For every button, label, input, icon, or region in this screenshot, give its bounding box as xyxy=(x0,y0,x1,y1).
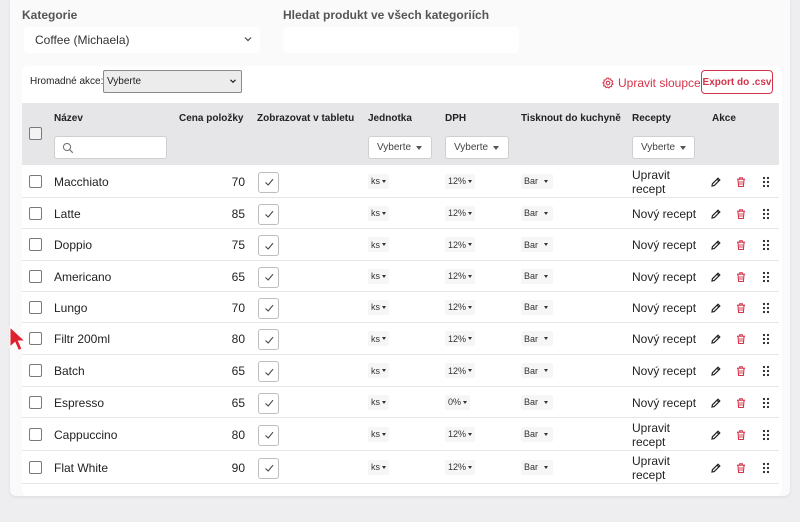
category-label: Kategorie xyxy=(22,8,78,22)
caret-down-icon xyxy=(416,146,422,150)
kitchen-printer-select[interactable] xyxy=(521,395,553,410)
product-name: Doppio xyxy=(54,238,93,252)
caret-down-icon xyxy=(468,275,472,278)
unit-value: ks xyxy=(371,302,380,312)
recipe-link[interactable]: Nový recept xyxy=(632,238,697,252)
table-row xyxy=(22,229,779,261)
unit-value: ks xyxy=(371,208,380,218)
export-csv-button[interactable]: Export do .csv xyxy=(701,70,773,94)
column-header-tablet[interactable]: Zobrazovat v tabletu xyxy=(257,113,355,124)
checkmark-icon xyxy=(263,176,275,188)
column-header-kitchen[interactable]: Tisknout do kuchyně xyxy=(521,113,621,124)
unit-select[interactable] xyxy=(368,300,389,315)
chevron-down-icon xyxy=(228,76,238,86)
vat-filter-value: Vyberte xyxy=(454,142,489,153)
vat-select[interactable] xyxy=(445,269,475,284)
caret-down-icon xyxy=(382,369,386,372)
caret-down-icon xyxy=(468,466,472,469)
trash-icon[interactable] xyxy=(735,208,747,220)
caret-down-icon xyxy=(544,401,548,404)
caret-down-icon xyxy=(382,275,386,278)
pencil-icon[interactable] xyxy=(710,271,722,283)
recipe-link[interactable]: Nový recept xyxy=(632,332,697,346)
caret-down-icon xyxy=(680,146,686,150)
show-in-tablet-checkbox[interactable] xyxy=(258,361,279,382)
caret-down-icon xyxy=(382,466,386,469)
drag-handle-icon[interactable] xyxy=(760,176,772,188)
kitchen-printer-select[interactable] xyxy=(521,237,553,252)
category-select[interactable] xyxy=(24,27,260,53)
table-row xyxy=(22,451,779,484)
checkmark-icon xyxy=(263,271,275,283)
bulk-actions-select[interactable] xyxy=(103,70,242,93)
product-name: Flat White xyxy=(54,460,109,475)
recipe-link[interactable]: Nový recept xyxy=(632,206,697,221)
product-price: 80 xyxy=(231,332,245,346)
table-row xyxy=(22,355,779,387)
product-price: 65 xyxy=(231,364,245,378)
vat-select[interactable] xyxy=(445,427,475,442)
pencil-icon[interactable] xyxy=(710,429,722,441)
caret-down-icon xyxy=(382,401,386,404)
drag-handle-icon[interactable] xyxy=(760,208,772,220)
caret-down-icon xyxy=(468,212,472,215)
caret-down-icon xyxy=(544,306,548,309)
column-header-price[interactable]: Cena položky xyxy=(179,113,244,124)
vat-select[interactable] xyxy=(445,331,475,346)
trash-icon[interactable] xyxy=(735,302,747,314)
product-price: 75 xyxy=(231,238,245,252)
kitchen-printer-select[interactable] xyxy=(521,300,553,315)
vat-value: 12% xyxy=(448,239,467,250)
caret-down-icon xyxy=(544,243,548,246)
kitchen-value: Bar xyxy=(524,462,539,472)
trash-icon[interactable] xyxy=(735,365,747,377)
row-checkbox[interactable] xyxy=(29,428,42,441)
product-price: 65 xyxy=(231,395,245,410)
row-checkbox[interactable] xyxy=(29,238,42,251)
product-name: Batch xyxy=(54,364,85,378)
unit-filter-select[interactable] xyxy=(368,136,432,159)
kitchen-printer-select[interactable] xyxy=(521,269,553,284)
product-price: 80 xyxy=(231,427,245,442)
name-filter-input[interactable] xyxy=(54,136,167,159)
pencil-icon[interactable] xyxy=(710,239,722,251)
unit-select[interactable] xyxy=(368,363,389,378)
kitchen-printer-select[interactable] xyxy=(521,331,553,346)
caret-down-icon xyxy=(382,243,386,246)
pencil-icon[interactable] xyxy=(710,397,722,409)
select-all-checkbox[interactable] xyxy=(29,127,42,140)
unit-value: ks xyxy=(371,429,380,439)
show-in-tablet-checkbox[interactable] xyxy=(258,425,279,446)
checkmark-icon xyxy=(263,462,275,474)
kitchen-value: Bar xyxy=(524,397,539,407)
trash-icon[interactable] xyxy=(735,271,747,283)
show-in-tablet-checkbox[interactable] xyxy=(258,204,279,225)
checkmark-icon xyxy=(263,208,275,220)
caret-down-icon xyxy=(468,369,472,372)
checkmark-icon xyxy=(263,334,275,346)
product-name: Lungo xyxy=(54,300,88,315)
pencil-icon[interactable] xyxy=(710,333,722,345)
show-in-tablet-checkbox[interactable] xyxy=(258,329,279,350)
caret-down-icon xyxy=(544,466,548,469)
drag-handle-icon[interactable] xyxy=(760,462,772,474)
table-row xyxy=(22,387,779,418)
trash-icon[interactable] xyxy=(735,333,747,345)
mouse-cursor-icon xyxy=(9,326,27,352)
search-icon xyxy=(62,142,74,154)
recipe-link[interactable]: Nový recept xyxy=(632,395,697,410)
caret-down-icon xyxy=(468,337,472,340)
caret-down-icon xyxy=(463,401,467,404)
recipes-filter-value: Vyberte xyxy=(641,142,676,153)
recipe-link[interactable]: Upravit recept xyxy=(632,420,671,449)
row-checkbox[interactable] xyxy=(29,270,42,283)
row-checkbox[interactable] xyxy=(29,175,42,188)
unit-value: ks xyxy=(371,397,380,407)
drag-handle-icon[interactable] xyxy=(760,397,772,409)
vat-select[interactable] xyxy=(445,174,475,189)
kitchen-value: Bar xyxy=(524,302,539,312)
edit-columns-label: Upravit sloupce xyxy=(618,76,701,90)
bulk-actions-value: Vyberte xyxy=(107,76,142,87)
vat-value: 12% xyxy=(448,208,467,218)
unit-select[interactable] xyxy=(368,269,389,284)
checkmark-icon xyxy=(263,366,275,378)
caret-down-icon xyxy=(468,306,472,309)
caret-down-icon xyxy=(382,306,386,309)
row-checkbox[interactable] xyxy=(29,301,42,314)
caret-down-icon xyxy=(468,243,472,246)
show-in-tablet-checkbox[interactable] xyxy=(258,393,279,414)
product-price: 65 xyxy=(231,269,245,284)
unit-select[interactable] xyxy=(368,395,389,410)
product-name: Americano xyxy=(54,269,112,284)
caret-down-icon xyxy=(382,433,386,436)
vat-value: 12% xyxy=(448,429,467,439)
kitchen-value: Bar xyxy=(524,429,539,439)
drag-handle-icon[interactable] xyxy=(760,429,772,441)
pencil-icon[interactable] xyxy=(710,176,722,188)
product-name: Espresso xyxy=(54,395,105,410)
vat-value: 12% xyxy=(448,462,467,472)
recipe-link[interactable]: Upravit recept xyxy=(632,167,671,196)
drag-handle-icon[interactable] xyxy=(760,271,772,283)
category-value: Coffee (Michaela) xyxy=(35,33,130,47)
vat-select[interactable] xyxy=(445,300,475,315)
checkmark-icon xyxy=(263,397,275,409)
drag-handle-icon[interactable] xyxy=(760,333,772,345)
recipe-link[interactable]: Nový recept xyxy=(632,364,697,378)
vat-select[interactable] xyxy=(445,363,475,378)
unit-select[interactable] xyxy=(368,427,389,442)
chevron-down-icon xyxy=(242,33,254,45)
show-in-tablet-checkbox[interactable] xyxy=(258,235,279,256)
caret-down-icon xyxy=(382,337,386,340)
unit-value: ks xyxy=(371,239,380,250)
product-price: 70 xyxy=(231,300,245,315)
pencil-icon[interactable] xyxy=(710,302,722,314)
caret-down-icon xyxy=(493,146,499,150)
row-checkbox[interactable] xyxy=(29,332,42,345)
caret-down-icon xyxy=(544,180,548,183)
bulk-actions-label: Hromadné akce: xyxy=(30,76,104,87)
row-checkbox[interactable] xyxy=(29,396,42,409)
product-price: 70 xyxy=(231,174,245,189)
caret-down-icon xyxy=(468,180,472,183)
product-price: 90 xyxy=(231,460,245,475)
drag-handle-icon[interactable] xyxy=(760,302,772,314)
table-row xyxy=(22,292,779,323)
vat-select[interactable] xyxy=(445,395,470,410)
show-in-tablet-checkbox[interactable] xyxy=(258,172,279,193)
kitchen-printer-select[interactable] xyxy=(521,427,553,442)
vat-value: 0% xyxy=(448,397,462,407)
gear-icon xyxy=(602,77,614,89)
vat-select[interactable] xyxy=(445,460,475,475)
caret-down-icon xyxy=(544,337,548,340)
row-checkbox[interactable] xyxy=(29,364,42,377)
vat-value: 12% xyxy=(448,271,467,281)
product-name: Filtr 200ml xyxy=(54,332,111,346)
kitchen-value: Bar xyxy=(524,365,539,376)
table-row xyxy=(22,323,779,355)
unit-value: ks xyxy=(371,271,380,281)
table-row xyxy=(22,418,779,451)
unit-select[interactable] xyxy=(368,331,389,346)
kitchen-value: Bar xyxy=(524,333,539,344)
trash-icon[interactable] xyxy=(735,397,747,409)
checkmark-icon xyxy=(263,240,275,252)
vat-select[interactable] xyxy=(445,237,475,252)
product-name: Macchiato xyxy=(54,174,109,189)
caret-down-icon xyxy=(382,212,386,215)
unit-value: ks xyxy=(371,365,380,376)
table-row xyxy=(22,261,779,292)
kitchen-value: Bar xyxy=(524,208,539,218)
trash-icon[interactable] xyxy=(735,239,747,251)
kitchen-value: Bar xyxy=(524,271,539,281)
search-all-label: Hledat produkt ve všech kategoriích xyxy=(283,8,490,22)
product-name: Cappuccino xyxy=(54,427,118,442)
unit-value: ks xyxy=(371,176,380,186)
vat-select[interactable] xyxy=(445,206,475,221)
column-header-name[interactable]: Název xyxy=(54,113,83,124)
kitchen-printer-select[interactable] xyxy=(521,460,553,475)
show-in-tablet-checkbox[interactable] xyxy=(258,267,279,288)
vat-value: 12% xyxy=(448,365,467,376)
unit-select[interactable] xyxy=(368,174,389,189)
caret-down-icon xyxy=(544,212,548,215)
show-in-tablet-checkbox[interactable] xyxy=(258,298,279,319)
drag-handle-icon[interactable] xyxy=(760,365,772,377)
column-header-recipes[interactable]: Recepty xyxy=(632,113,671,124)
drag-handle-icon[interactable] xyxy=(760,239,772,251)
kitchen-value: Bar xyxy=(524,176,539,186)
vat-filter-select[interactable] xyxy=(445,136,509,159)
recipes-filter-select[interactable] xyxy=(632,136,695,159)
pencil-icon[interactable] xyxy=(710,365,722,377)
unit-value: ks xyxy=(371,333,380,344)
vat-value: 12% xyxy=(448,302,467,312)
checkmark-icon xyxy=(263,429,275,441)
caret-down-icon xyxy=(382,180,386,183)
trash-icon[interactable] xyxy=(735,429,747,441)
unit-filter-value: Vyberte xyxy=(377,142,412,153)
recipe-link[interactable]: Nový recept xyxy=(632,269,697,284)
unit-select[interactable] xyxy=(368,206,389,221)
search-all-input[interactable] xyxy=(283,27,519,53)
kitchen-printer-select[interactable] xyxy=(521,206,553,221)
trash-icon[interactable] xyxy=(735,462,747,474)
unit-select[interactable] xyxy=(368,460,389,475)
caret-down-icon xyxy=(544,275,548,278)
edit-columns-button[interactable] xyxy=(602,76,701,90)
row-checkbox[interactable] xyxy=(29,461,42,474)
column-header-vat[interactable]: DPH xyxy=(445,113,467,124)
row-checkbox[interactable] xyxy=(29,207,42,220)
vat-value: 12% xyxy=(448,333,467,344)
table-row xyxy=(22,165,779,198)
pencil-icon[interactable] xyxy=(710,208,722,220)
kitchen-printer-select[interactable] xyxy=(521,363,553,378)
pencil-icon[interactable] xyxy=(710,462,722,474)
caret-down-icon xyxy=(544,369,548,372)
unit-value: ks xyxy=(371,462,380,472)
column-header-actions: Akce xyxy=(712,113,736,124)
vat-value: 12% xyxy=(448,176,467,186)
product-price: 85 xyxy=(231,206,245,221)
show-in-tablet-checkbox[interactable] xyxy=(258,458,279,479)
caret-down-icon xyxy=(544,433,548,436)
unit-select[interactable] xyxy=(368,237,389,252)
product-name: Latte xyxy=(54,206,81,221)
kitchen-printer-select[interactable] xyxy=(521,174,553,189)
recipe-link[interactable]: Nový recept xyxy=(632,300,697,315)
kitchen-value: Bar xyxy=(524,239,539,250)
table-row xyxy=(22,198,779,229)
column-header-unit[interactable]: Jednotka xyxy=(368,113,412,124)
recipe-link[interactable]: Upravit recept xyxy=(632,453,671,482)
checkmark-icon xyxy=(263,302,275,314)
caret-down-icon xyxy=(468,433,472,436)
trash-icon[interactable] xyxy=(735,176,747,188)
